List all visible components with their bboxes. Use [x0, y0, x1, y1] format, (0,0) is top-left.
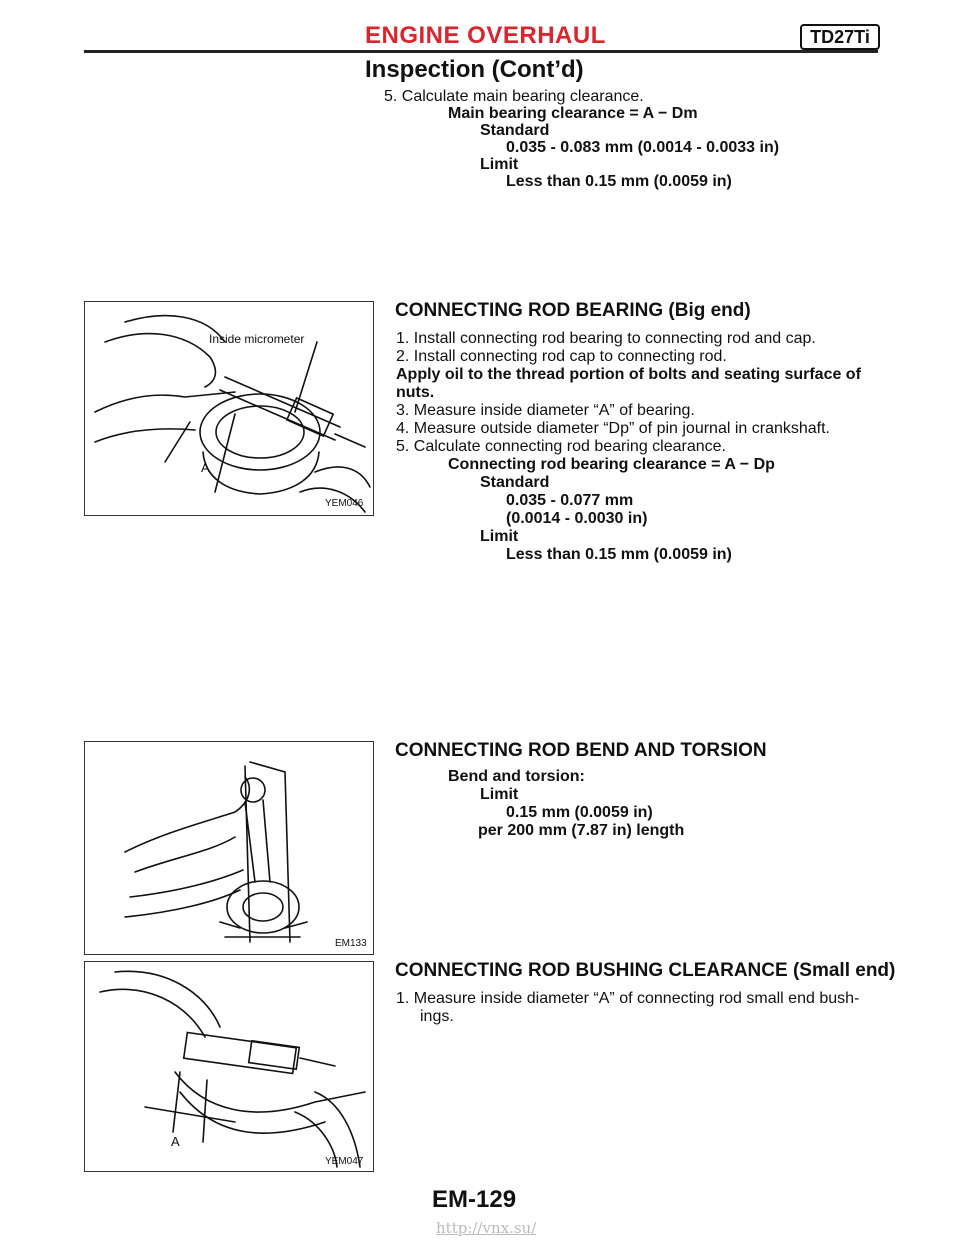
footer-link[interactable]: http://vnx.su/ [436, 1219, 537, 1237]
rod-bearing-note: Apply oil to the thread portion of bolts and seating surface of [396, 366, 861, 383]
dimension-label-a: A [201, 460, 210, 475]
bushing-step1-cont: ings. [420, 1008, 454, 1025]
main-bearing-limit-label: Limit [480, 156, 519, 173]
rod-aligner-illustration [85, 742, 373, 954]
bend-torsion-limit-label: Limit [480, 786, 519, 803]
rod-bearing-standard-value: 0.035 - 0.077 mm [506, 492, 634, 509]
section-heading-bend-torsion: CONNECTING ROD BEND AND TORSION [395, 740, 767, 761]
section-heading-rod-bearing: CONNECTING ROD BEARING (Big end) [395, 300, 751, 321]
rod-bearing-note-cont: nuts. [396, 384, 435, 401]
rod-bearing-step2: 2. Install connecting rod cap to connecting rod. [396, 348, 727, 365]
model-badge: TD27Ti [800, 24, 880, 50]
small-end-micrometer-illustration [85, 962, 373, 1171]
page-subtitle: Inspection (Cont’d) [365, 56, 584, 83]
dimension-label-a: A [171, 1134, 180, 1149]
header-rule [84, 50, 878, 53]
rod-bearing-step3: 3. Measure inside diameter “A” of bearing. [396, 402, 695, 419]
rod-bearing-standard-label: Standard [480, 474, 550, 491]
figure-code: YEM046 [325, 498, 364, 509]
section-heading-bushing: CONNECTING ROD BUSHING CLEARANCE (Small end) [395, 960, 896, 981]
bend-torsion-label: Bend and torsion: [448, 768, 585, 785]
rod-bearing-step4: 4. Measure outside diameter “Dp” of pin journal in crankshaft. [396, 420, 830, 437]
figure-yem046 [84, 301, 374, 516]
bend-torsion-limit-value: 0.15 mm (0.0059 in) [506, 804, 653, 821]
rod-bearing-limit-value: Less than 0.15 mm (0.0059 in) [506, 546, 732, 563]
page-number: EM-129 [432, 1186, 517, 1213]
rod-bearing-standard-value-in: (0.0014 - 0.0030 in) [506, 510, 648, 527]
rod-bearing-limit-label: Limit [480, 528, 519, 545]
main-bearing-formula: Main bearing clearance = A − Dm [448, 105, 698, 122]
figure-yem047 [84, 961, 374, 1172]
main-bearing-limit-value: Less than 0.15 mm (0.0059 in) [506, 173, 732, 190]
main-bearing-standard-value: 0.035 - 0.083 mm (0.0014 - 0.0033 in) [506, 139, 780, 156]
bushing-step1: 1. Measure inside diameter “A” of connecting rod small end bush- [396, 990, 860, 1007]
main-bearing-standard-label: Standard [480, 122, 550, 139]
rod-bearing-step5: 5. Calculate connecting rod bearing clearance. [396, 438, 726, 455]
figure-code: YEM047 [325, 1156, 364, 1167]
callout-inside-micrometer: Inside micrometer [209, 332, 305, 346]
rod-bearing-formula: Connecting rod bearing clearance = A − Dp [448, 456, 775, 473]
bend-torsion-per-length: per 200 mm (7.87 in) length [478, 822, 685, 839]
figure-code: EM133 [335, 938, 367, 949]
rod-bearing-step1: 1. Install connecting rod bearing to connecting rod and cap. [396, 330, 816, 347]
section-title: ENGINE OVERHAUL [365, 22, 606, 49]
main-bearing-step5: 5. Calculate main bearing clearance. [384, 88, 644, 105]
figure-em133 [84, 741, 374, 955]
